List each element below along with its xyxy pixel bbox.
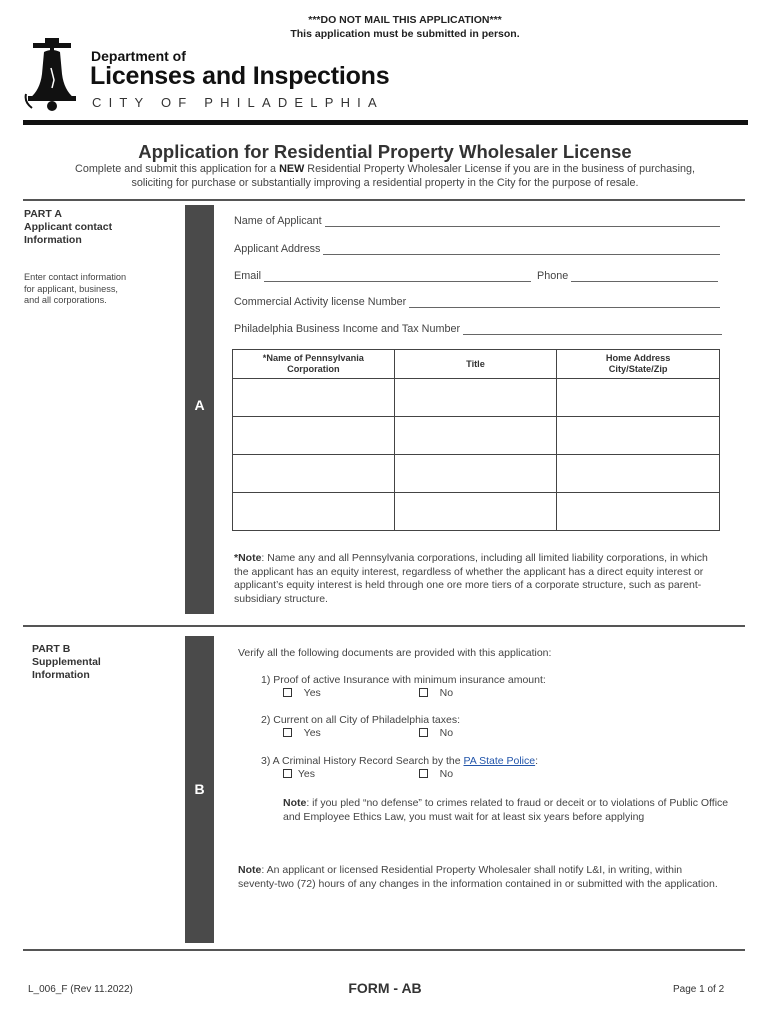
part-b-note-2: Note: An applicant or licensed Residential Property Wholesaler shall notify L&I, in writing, within seventy-two (72) hours of any changes in the information contained in or submitted with the application. — [238, 864, 718, 890]
table-row — [233, 417, 720, 455]
part-a-note: *Note: Name any and all Pennsylvania corporations, including all limited liability corporations, in which the applicant has an equity interest, regardless of whether the applicant has a direct equity interest or applicant’s equity interest is held through one ore more tiers of a corporate structure, such as parent-subsidiary structure. — [234, 552, 708, 605]
dept-city: CITY OF PHILADELPHIA — [92, 95, 384, 110]
table-cell[interactable] — [557, 417, 720, 455]
table-cell[interactable] — [233, 455, 395, 493]
table-cell[interactable] — [394, 493, 557, 531]
part-b-bar-letter: B — [194, 781, 205, 797]
part-a-label: PART A Applicant contact Information — [24, 208, 113, 246]
intro-text: Complete and submit this application for a NEW Residential Property Wholesaler License if you are in the business of purchasing, soliciting for purchase or substantially improving a residential property in the City for the purpose of resale. — [75, 163, 695, 189]
part-b-bar — [185, 636, 214, 943]
verify-instruction: Verify all the following documents are provided with this application: — [238, 647, 552, 659]
q1-no-checkbox[interactable] — [419, 688, 428, 697]
part-a-bar — [185, 205, 214, 614]
question-3: 3) A Criminal History Record Search by the PA State Police: — [261, 755, 539, 767]
table-cell[interactable] — [557, 379, 720, 417]
col-home-address: Home Address City/State/Zip — [557, 350, 720, 379]
q1-yes-option[interactable]: Yes — [283, 687, 321, 699]
question-1: 1) Proof of active Insurance with minimum insurance amount: — [261, 674, 546, 686]
col-title: Title — [394, 350, 557, 379]
q3-no-option[interactable]: No — [419, 768, 453, 780]
divider-middle — [23, 625, 745, 627]
divider-bottom — [23, 949, 745, 951]
table-row — [233, 379, 720, 417]
q2-no-checkbox[interactable] — [419, 728, 428, 737]
name-of-applicant-field[interactable] — [234, 215, 720, 227]
table-cell[interactable] — [394, 417, 557, 455]
table-cell[interactable] — [394, 455, 557, 493]
part-b-note-1: Note: if you pled “no defense” to crimes related to fraud or deceit or to violations of Public Office and Employee Ethics Law, you must wait for at least six years before applying — [283, 797, 729, 823]
liberty-bell-icon — [24, 38, 82, 114]
corporation-table-header — [233, 350, 720, 379]
phone-line[interactable] — [571, 272, 718, 282]
q2-yes-option[interactable]: Yes — [283, 727, 321, 739]
email-line[interactable] — [264, 272, 531, 282]
question-2: 2) Current on all City of Philadelphia taxes: — [261, 714, 461, 726]
name-of-applicant-line[interactable] — [325, 217, 720, 227]
dept-name-line2: Licenses and Inspections — [90, 62, 390, 90]
header-rule — [23, 120, 748, 125]
applicant-address-label: Applicant Address — [234, 243, 321, 255]
pa-state-police-link[interactable]: PA State Police — [463, 755, 536, 767]
table-cell[interactable] — [233, 417, 395, 455]
email-label: Email — [234, 270, 261, 282]
notice-submit-in-person: This application must be submitted in person. — [290, 28, 520, 40]
notice-do-not-mail: ***DO NOT MAIL THIS APPLICATION*** — [308, 14, 502, 26]
q2-yes-checkbox[interactable] — [283, 728, 292, 737]
tax-number-field[interactable] — [234, 323, 722, 335]
part-b-label: PART B Supplemental Information — [32, 643, 101, 681]
email-phone-field[interactable] — [234, 270, 718, 282]
name-of-applicant-label: Name of Applicant — [234, 215, 322, 227]
tax-number-label: Philadelphia Business Income and Tax Number — [234, 323, 461, 335]
col-corporation-name: *Name of Pennsylvania Corporation — [233, 350, 395, 379]
q1-no-option[interactable]: No — [419, 687, 453, 699]
q2-no-option[interactable]: No — [419, 727, 453, 739]
corporation-table — [232, 349, 720, 531]
top-notice — [0, 13, 770, 41]
dept-name-line1: Department of — [91, 48, 186, 64]
commercial-activity-label: Commercial Activity license Number — [234, 296, 407, 308]
phone-label: Phone — [537, 270, 569, 282]
table-cell[interactable] — [233, 493, 395, 531]
applicant-address-field[interactable] — [234, 243, 720, 255]
form-title: Application for Residential Property Wholesaler License — [138, 141, 632, 162]
commercial-activity-line[interactable] — [409, 298, 720, 308]
table-row — [233, 455, 720, 493]
part-a-bar-letter: A — [194, 397, 205, 413]
q3-yes-option[interactable]: Yes — [283, 768, 315, 780]
part-a-description: Enter contact information for applicant, business, and all corporations. — [24, 272, 127, 305]
applicant-address-line[interactable] — [323, 245, 720, 255]
table-cell[interactable] — [557, 493, 720, 531]
tax-number-line[interactable] — [463, 325, 722, 335]
table-cell[interactable] — [233, 379, 395, 417]
q1-yes-checkbox[interactable] — [283, 688, 292, 697]
table-cell[interactable] — [394, 379, 557, 417]
commercial-activity-field[interactable] — [234, 296, 720, 308]
table-cell[interactable] — [557, 455, 720, 493]
table-row — [233, 493, 720, 531]
form-revision: L_006_F (Rev 11.2022) — [28, 984, 133, 995]
form-code: FORM - AB — [348, 980, 422, 996]
q3-no-checkbox[interactable] — [419, 769, 428, 778]
divider-top — [23, 199, 745, 201]
page-number: Page 1 of 2 — [673, 984, 725, 995]
q3-yes-checkbox[interactable] — [283, 769, 292, 778]
